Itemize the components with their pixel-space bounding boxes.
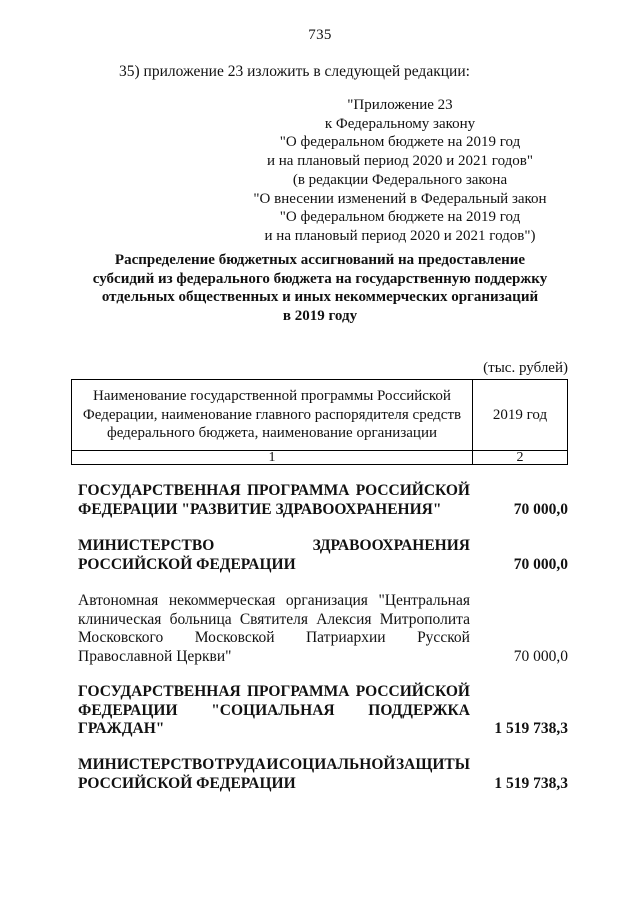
title-line: субсидий из федерального бюджета на государственную поддержку xyxy=(92,270,548,287)
row-name-word: МИНИСТЕРСТВО xyxy=(78,756,215,773)
amendment-intro: 35) приложение 23 изложить в следующей редакции: xyxy=(119,63,470,80)
page-number: 735 xyxy=(308,27,332,43)
document-title xyxy=(70,251,570,325)
header-index-1: 1 xyxy=(72,451,473,465)
appendix-line: "О федеральном бюджете на 2019 год xyxy=(279,134,521,151)
title-line: в 2019 году xyxy=(282,307,358,324)
row-name-word: организация xyxy=(285,592,368,609)
row-name-word: ПРОГРАММА xyxy=(246,482,350,499)
row-name-word: ГОСУДАРСТВЕННАЯ xyxy=(78,683,241,700)
table-row xyxy=(78,592,568,667)
appendix-line: "Приложение 23 xyxy=(347,97,453,113)
row-name-word: клиническая xyxy=(78,610,162,628)
row-name-word: РОССИЙСКОЙ xyxy=(355,482,470,499)
row-name xyxy=(78,683,470,739)
row-name-line: ГРАЖДАН" xyxy=(78,720,165,738)
row-name-word: РОССИЙСКОЙ xyxy=(355,683,470,700)
table-row xyxy=(78,537,568,574)
table-header xyxy=(71,379,568,465)
row-name xyxy=(78,537,470,574)
table-row xyxy=(78,482,568,519)
row-name-line: РОССИЙСКОЙ ФЕДЕРАЦИИ xyxy=(78,774,296,792)
row-name-word: Патриархии xyxy=(305,629,386,647)
table-row xyxy=(78,756,568,793)
units-note: (тыс. рублей) xyxy=(483,360,568,376)
header-name-column xyxy=(72,380,473,451)
row-name-line xyxy=(78,629,470,648)
row-name-word: Русской xyxy=(417,629,470,647)
row-name-line: ФЕДЕРАЦИИ "РАЗВИТИЕ ЗДРАВООХРАНЕНИЯ" xyxy=(78,500,442,518)
row-name-line xyxy=(78,756,470,775)
row-name-word: Автономная xyxy=(78,592,159,609)
appendix-line: "О внесении изменений в Федеральный закон xyxy=(253,190,547,207)
row-name-line xyxy=(78,683,470,702)
appendix-reference xyxy=(250,96,550,246)
header-name-line: Наименование государственной программы Российской xyxy=(93,388,451,405)
row-name xyxy=(78,592,470,667)
row-name-word: ПРОГРАММА xyxy=(246,683,350,700)
header-name-line: Федерации, наименование главного распорядителя средств xyxy=(82,406,462,423)
row-name-word: "Центральная xyxy=(378,592,470,609)
row-name-word: МИНИСТЕРСТВО xyxy=(78,537,215,554)
table-row xyxy=(78,683,568,739)
appendix-line: к Федеральному закону xyxy=(324,115,476,132)
row-name-line xyxy=(78,592,470,611)
row-name-word: больница xyxy=(169,610,232,628)
header-year-column: 2019 год xyxy=(473,380,568,451)
row-amount: 70 000,0 xyxy=(513,555,568,573)
row-name-word: ПОДДЕРЖКА xyxy=(368,701,470,719)
row-name-word: ТРУДА xyxy=(214,756,266,773)
row-name-word: "СОЦИАЛЬНАЯ xyxy=(211,701,335,719)
row-name-word: ЗДРАВООХРАНЕНИЯ xyxy=(312,537,470,554)
appendix-line: "О федеральном бюджете на 2019 год xyxy=(279,209,521,226)
header-name-line: федерального бюджета, наименование организации xyxy=(107,425,437,442)
row-name-line xyxy=(78,611,470,630)
row-name xyxy=(78,756,470,793)
row-name-line xyxy=(78,482,470,501)
row-name-line xyxy=(78,702,470,721)
row-name-word: Алексия xyxy=(316,610,372,628)
row-amount: 70 000,0 xyxy=(513,500,568,518)
row-name-word: некоммерческая xyxy=(168,592,276,609)
header-index-2: 2 xyxy=(473,451,568,465)
appendix-line: и на плановый период 2020 и 2021 годов" xyxy=(267,153,533,170)
row-name-word: Святителя xyxy=(239,610,309,628)
row-name-line: РОССИЙСКОЙ ФЕДЕРАЦИИ xyxy=(78,555,296,573)
row-name-word: Московской xyxy=(194,629,275,647)
row-name-word: СОЦИАЛЬНОЙ xyxy=(278,756,396,773)
title-line: отдельных общественных и иных некоммерческих организаций xyxy=(101,289,539,305)
row-amount: 1 519 738,3 xyxy=(494,774,568,792)
appendix-line: (в редакции Федерального закона xyxy=(292,171,508,188)
row-name-word: ФЕДЕРАЦИИ xyxy=(78,701,178,719)
row-name-word: ГОСУДАРСТВЕННАЯ xyxy=(78,482,241,499)
row-amount: 1 519 738,3 xyxy=(494,720,568,738)
row-amount: 70 000,0 xyxy=(513,648,568,666)
row-name-word: Московского xyxy=(78,629,164,647)
row-name-line xyxy=(78,537,470,556)
title-line: Распределение бюджетных ассигнований на предоставление xyxy=(114,252,526,268)
row-name-word: ЗАЩИТЫ xyxy=(395,756,470,773)
row-name-word: Митрополита xyxy=(379,610,470,628)
row-name-line: Православной Церкви" xyxy=(78,648,232,666)
row-name xyxy=(78,482,470,519)
appendix-line: и на плановый период 2020 и 2021 годов") xyxy=(264,227,536,244)
row-name-word: И xyxy=(266,756,279,773)
